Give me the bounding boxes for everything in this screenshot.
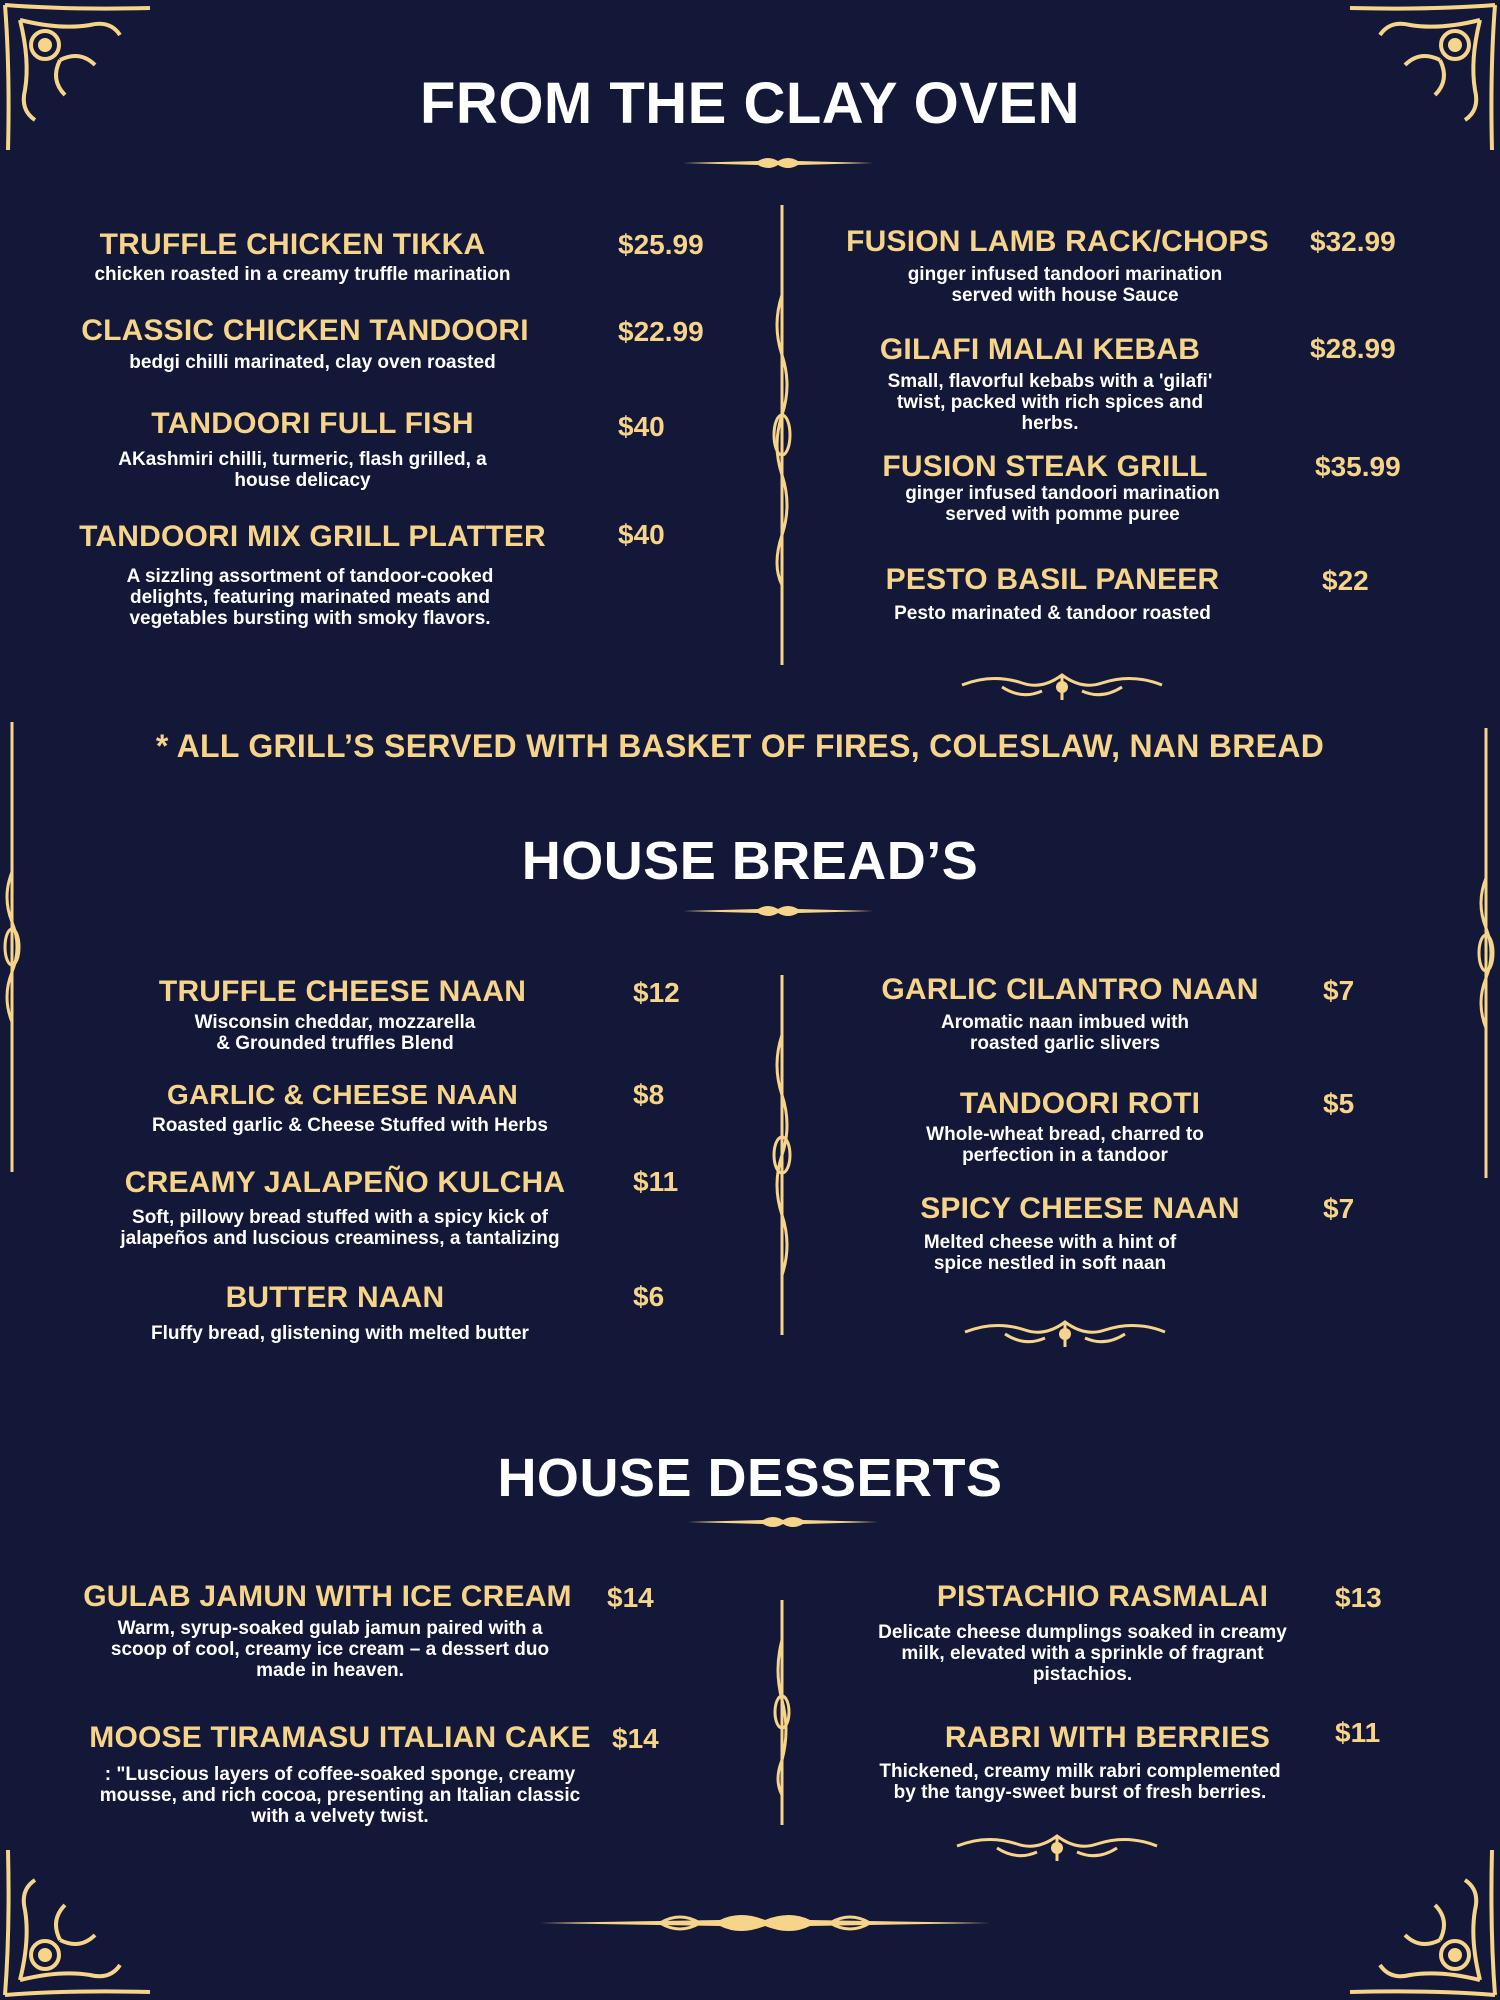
item-name: TANDOORI ROTI bbox=[959, 1087, 1201, 1120]
desc-line: milk, elevated with a sprinkle of fragrant bbox=[901, 1643, 1264, 1664]
grill-note: * ALL GRILL’S SERVED WITH BASKET OF FIRES, COLESLAW, NAN BREAD bbox=[155, 728, 1325, 764]
item-description bbox=[850, 1622, 1315, 1685]
item-price: $32.99 bbox=[1310, 226, 1396, 257]
item-price: $25.99 bbox=[618, 229, 704, 260]
item-name: GILAFI MALAI KEBAB bbox=[879, 333, 1201, 366]
item-description bbox=[60, 566, 560, 629]
item-description bbox=[60, 1764, 620, 1827]
item-name: FUSION LAMB RACK/CHOPS bbox=[846, 225, 1269, 258]
column-divider bbox=[770, 1600, 794, 1825]
item-price: $6 bbox=[633, 1281, 665, 1312]
item-price: $28.99 bbox=[1310, 333, 1396, 364]
desc-line: AKashmiri chilli, turmeric, flash grilled, a bbox=[118, 449, 487, 470]
item-description bbox=[830, 371, 1270, 434]
item-name: FUSION STEAK GRILL bbox=[882, 450, 1208, 483]
bottom-divider-ornament bbox=[540, 1908, 990, 1938]
column-divider bbox=[770, 205, 794, 665]
item-name: CLASSIC CHICKEN TANDOORI bbox=[81, 314, 529, 347]
item-description bbox=[850, 1232, 1250, 1274]
desc-line: house delicacy bbox=[234, 470, 371, 491]
desc-line: Aromatic naan imbued with bbox=[940, 1012, 1190, 1033]
desc-line: scoop of cool, creamy ice cream – a dessert duo bbox=[110, 1639, 550, 1660]
item-description bbox=[845, 264, 1285, 306]
flourish-ornament bbox=[962, 665, 1162, 705]
item-price: $13 bbox=[1335, 1582, 1382, 1613]
item-name: GARLIC CILANTRO NAAN bbox=[881, 973, 1259, 1006]
desc-line: by the tangy-sweet burst of fresh berries. bbox=[893, 1782, 1267, 1803]
desc-line: : "Luscious layers of coffee-soaked sponge, creamy bbox=[104, 1764, 576, 1785]
desc-line: Melted cheese with a hint of bbox=[923, 1232, 1177, 1253]
item-price: $11 bbox=[633, 1166, 679, 1197]
section-title-clay-oven: FROM THE CLAY OVEN bbox=[420, 71, 1080, 136]
flourish-ornament bbox=[957, 1826, 1157, 1866]
item-description bbox=[70, 1618, 590, 1681]
desc-line: & Grounded truffles Blend bbox=[216, 1033, 454, 1054]
item-description: Pesto marinated & tandoor roasted bbox=[894, 603, 1211, 624]
item-name: SPICY CHEESE NAAN bbox=[920, 1192, 1240, 1225]
desc-line: served with house Sauce bbox=[951, 285, 1179, 306]
item-name: BUTTER NAAN bbox=[225, 1281, 445, 1314]
desc-line: served with pomme puree bbox=[945, 504, 1180, 525]
item-price: $14 bbox=[612, 1723, 659, 1754]
desc-line: pistachios. bbox=[1032, 1664, 1133, 1685]
section-title-desserts: HOUSE DESSERTS bbox=[497, 1448, 1003, 1508]
desc-line: vegetables bursting with smoky flavors. bbox=[129, 608, 491, 629]
desc-line: Thickened, creamy milk rabri complemented bbox=[879, 1761, 1281, 1782]
desc-line: A sizzling assortment of tandoor-cooked bbox=[126, 566, 494, 587]
desc-line: herbs. bbox=[1021, 413, 1079, 434]
desc-line: with a velvety twist. bbox=[251, 1806, 429, 1827]
title-divider-ornament bbox=[688, 1514, 878, 1530]
title-divider-ornament bbox=[683, 155, 873, 171]
desc-line: twist, packed with rich spices and bbox=[896, 392, 1204, 413]
desc-line: roasted garlic slivers bbox=[969, 1033, 1161, 1054]
item-name: GULAB JAMUN WITH ICE CREAM bbox=[83, 1580, 572, 1613]
item-description bbox=[840, 483, 1285, 525]
item-name: MOOSE TIRAMASU ITALIAN CAKE bbox=[89, 1721, 591, 1754]
item-name: PESTO BASIL PANEER bbox=[885, 563, 1220, 596]
desc-line: ginger infused tandoori marination bbox=[905, 483, 1220, 504]
desc-line: jalapeños and luscious creaminess, a tantalizing bbox=[120, 1228, 560, 1249]
column-divider bbox=[770, 975, 794, 1335]
item-name: GARLIC & CHEESE NAAN bbox=[167, 1079, 518, 1110]
item-price: $5 bbox=[1323, 1088, 1355, 1119]
desc-line: delights, featuring marinated meats and bbox=[129, 587, 491, 608]
corner-ornament-bottom-left bbox=[0, 1830, 170, 2000]
desc-line: Whole-wheat bread, charred to bbox=[926, 1124, 1204, 1145]
section-title-breads: HOUSE BREAD’S bbox=[521, 831, 979, 891]
item-description bbox=[845, 1012, 1285, 1054]
item-description bbox=[80, 1207, 600, 1249]
item-description bbox=[110, 1012, 560, 1054]
item-name: RABRI WITH BERRIES bbox=[944, 1721, 1271, 1754]
item-price: $14 bbox=[607, 1582, 654, 1613]
item-name: PISTACHIO RASMALAI bbox=[936, 1580, 1269, 1613]
desc-line: mousse, and rich cocoa, presenting an Italian classic bbox=[99, 1785, 581, 1806]
desc-line: Delicate cheese dumplings soaked in creamy bbox=[878, 1622, 1287, 1643]
item-price: $11 bbox=[1335, 1717, 1381, 1748]
item-price: $40 bbox=[618, 519, 665, 550]
item-description bbox=[850, 1761, 1310, 1803]
desc-line: made in heaven. bbox=[256, 1660, 404, 1681]
item-description: bedgi chilli marinated, clay oven roasted bbox=[129, 352, 496, 373]
item-price: $22.99 bbox=[618, 316, 704, 347]
item-description bbox=[845, 1124, 1285, 1166]
side-ornament-left bbox=[2, 722, 22, 1172]
item-name: TRUFFLE CHEESE NAAN bbox=[158, 975, 527, 1008]
desc-line: ginger infused tandoori marination bbox=[907, 264, 1223, 285]
flourish-ornament bbox=[965, 1312, 1165, 1352]
desc-line: Soft, pillowy bread stuffed with a spicy kick of bbox=[132, 1207, 548, 1228]
side-ornament-right bbox=[1476, 728, 1496, 1178]
item-price: $12 bbox=[633, 977, 680, 1008]
item-description bbox=[50, 449, 555, 491]
desc-line: Wisconsin cheddar, mozzarella bbox=[194, 1012, 476, 1033]
item-price: $40 bbox=[618, 411, 665, 442]
item-name: CREAMY JALAPEÑO KULCHA bbox=[124, 1166, 566, 1199]
item-price: $7 bbox=[1323, 975, 1355, 1006]
corner-ornament-bottom-right bbox=[1330, 1830, 1500, 2000]
title-divider-ornament bbox=[683, 903, 873, 919]
desc-line: spice nestled in soft naan bbox=[933, 1253, 1167, 1274]
item-name: TRUFFLE CHICKEN TIKKA bbox=[99, 228, 486, 261]
item-price: $22 bbox=[1322, 565, 1369, 596]
item-description: chicken roasted in a creamy truffle marination bbox=[94, 264, 511, 285]
item-description: Roasted garlic & Cheese Stuffed with Herbs bbox=[152, 1115, 548, 1136]
item-price: $8 bbox=[633, 1079, 665, 1110]
item-name: TANDOORI FULL FISH bbox=[151, 407, 474, 440]
item-name: TANDOORI MIX GRILL PLATTER bbox=[79, 520, 546, 553]
item-price: $7 bbox=[1323, 1193, 1355, 1224]
item-description: Fluffy bread, glistening with melted butter bbox=[151, 1323, 529, 1344]
item-price: $35.99 bbox=[1315, 451, 1401, 482]
desc-line: Warm, syrup-soaked gulab jamun paired with a bbox=[117, 1618, 543, 1639]
desc-line: perfection in a tandoor bbox=[962, 1145, 1168, 1166]
desc-line: Small, flavorful kebabs with a 'gilafi' bbox=[887, 371, 1213, 392]
